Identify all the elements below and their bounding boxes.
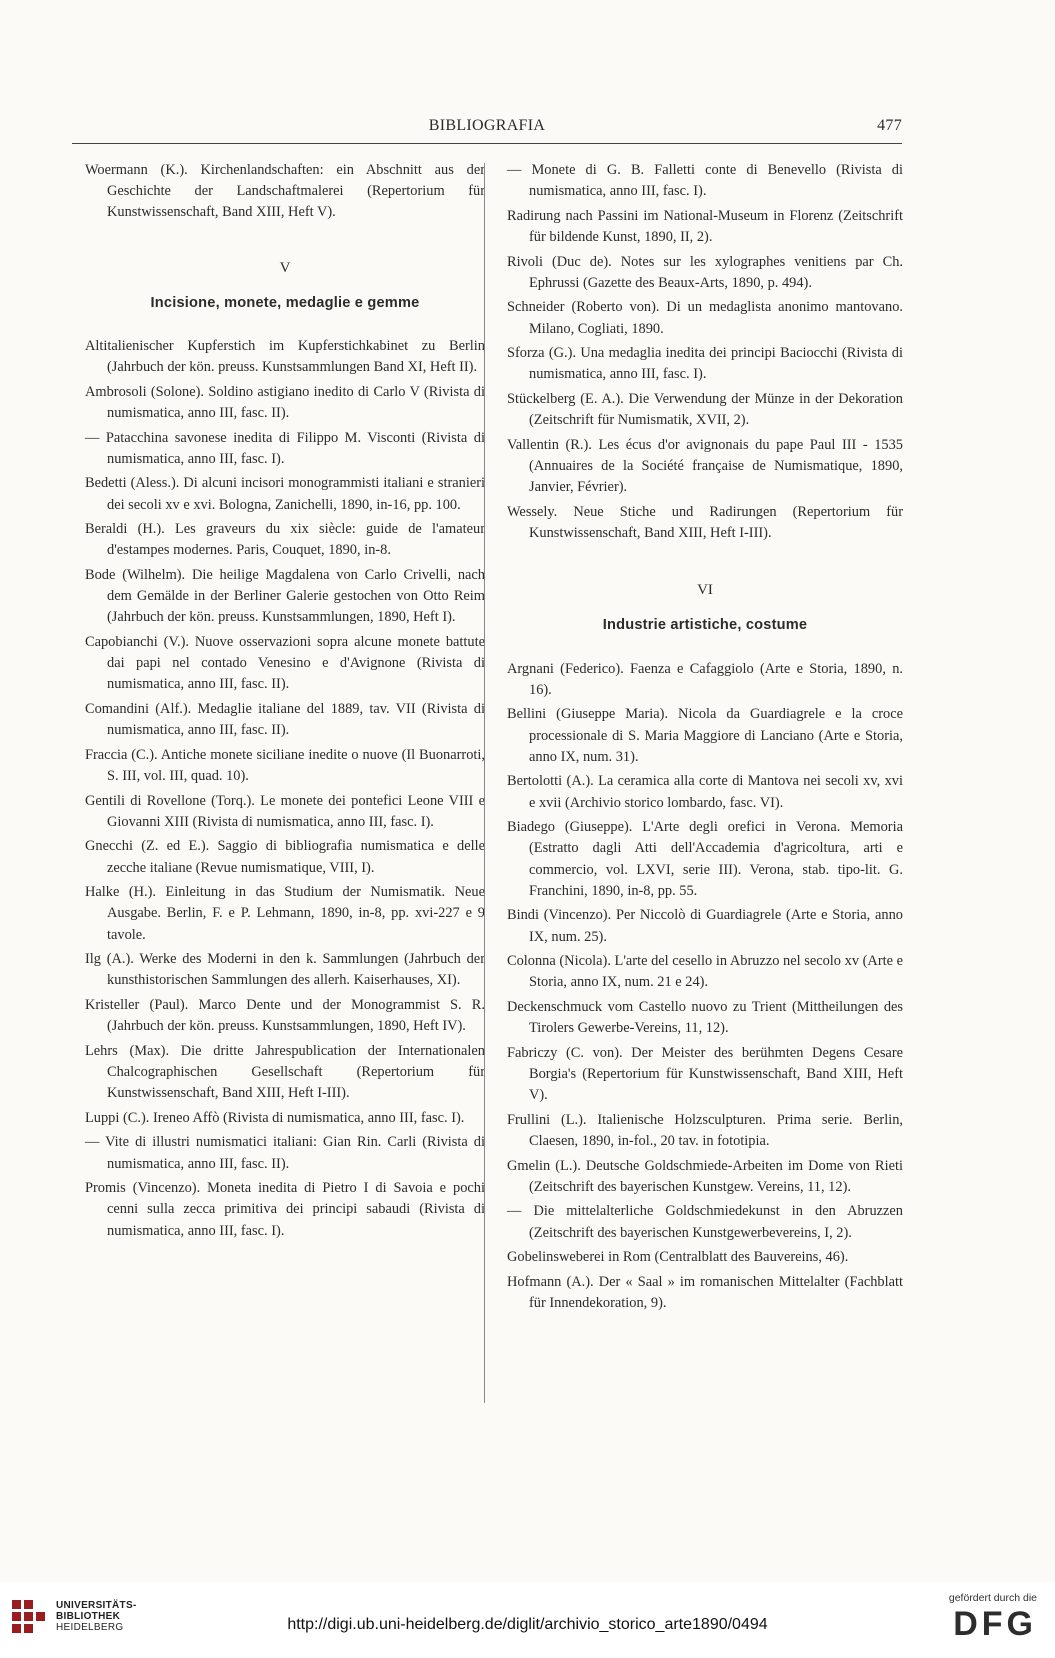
library-line-2: BIBLIOTHEK xyxy=(56,1611,121,1622)
bibliography-entry: Fabriczy (C. von). Der Meister des berühmten Degens Cesare Borgia's (Repertorium für Kunstwissenschaft, Band XIII, Heft V). xyxy=(507,1044,903,1104)
bibliography-entry: Gmelin (L.). Deutsche Goldschmiede-Arbeiten im Dome von Rieti (Zeitschrift des bayerischen Kunstgew. Vereins, 11, 12). xyxy=(507,1157,903,1195)
bibliography-entry: Comandini (Alf.). Medaglie italiane del 1889, tav. VII (Rivista di numismatica, anno III, fasc. II). xyxy=(85,701,485,739)
page-number: 477 xyxy=(877,117,902,134)
bibliography-entry: Rivoli (Duc de). Notes sur les xylographes venitiens par Ch. Ephrussi (Gazette des Beaux-Arts, 1890, p. 494). xyxy=(507,253,903,291)
bibliography-entry: Luppi (C.). Ireneo Affò (Rivista di numismatica, anno III, fasc. I). xyxy=(85,1109,465,1126)
footer-bar xyxy=(0,1582,1055,1658)
bibliography-entry: Colonna (Nicola). L'arte del cesello in Abruzzo nel secolo xv (Arte e Storia, anno IX, num. 21 e 24). xyxy=(507,953,903,991)
header-rule xyxy=(72,143,902,144)
bibliography-entry: Bode (Wilhelm). Die heilige Magdalena von Carlo Crivelli, nach dem Gemälde in der Berliner Galerie gestochen von Otto Reim (Jahrbuch der kön. preuss. Kunstsammlungen, 1890, Heft I). xyxy=(85,567,485,626)
running-header xyxy=(72,117,902,141)
funding-label: gefördert durch die xyxy=(948,1592,1037,1604)
bibliography-entry: Argnani (Federico). Faenza e Cafaggiolo (Arte e Storia, 1890, n. 16). xyxy=(507,660,903,698)
bibliography-entry: Altitalienischer Kupferstich im Kupferstichkabinet zu Berlin (Jahrbuch der kön. preuss. Kunstsammlungen Band XI, Heft II). xyxy=(85,338,485,376)
bibliography-entry: Deckenschmuck vom Castello nuovo zu Trient (Mittheilungen des Tirolers Gewerbe-Vereins, 11, 12). xyxy=(507,998,903,1037)
library-line-3: HEIDELBERG xyxy=(56,1622,124,1633)
bibliography-entry: Lehrs (Max). Die dritte Jahrespublication der Internationalen Chalcographischen Gesellschaft (Repertorium für Kunstwissenschaft, Band XIII, Heft I-III). xyxy=(85,1042,485,1102)
bibliography-entry: Halke (H.). Einleitung in das Studium der Numismatik. Neue Ausgabe. Berlin, F. e P. Lehmann, 1890, in-8, pp. xvi-227 e 9 tavole. xyxy=(85,884,485,943)
bibliography-entry: — Die mittelalterliche Goldschmiedekunst in den Abruzzen (Zeitschrift des bayerischen Kunstgewerbevereins, I, 2). xyxy=(507,1203,903,1241)
bibliography-entry: Radirung nach Passini im National-Museum in Florenz (Zeitschrift für bildende Kunst, 1890, II, 2). xyxy=(507,207,903,245)
bibliography-entry: Woermann (K.). Kirchenlandschaften: ein Abschnitt aus der Geschichte der Landschaftmalerei (Repertorium für Kunstwissenschaft, Band XIII, Heft V). xyxy=(85,162,485,221)
section-title: Industrie artistiche, costume xyxy=(602,617,808,634)
left-entries xyxy=(85,336,485,1242)
right-entries xyxy=(507,659,903,1315)
bibliography-entry: Capobianchi (V.). Nuove osservazioni sopra alcune monete battute dai papi nel contado Venesino e d'Avignone (Rivista di numismatica, anno III, fasc. II). xyxy=(85,634,485,693)
bibliography-entry: Promis (Vincenzo). Moneta inedita di Pietro I di Savoia e pochi cenni sulla zecca primitiva dei principi sabaudi (Rivista di numismatica, anno III, fasc. I). xyxy=(85,1180,485,1239)
bibliography-entry: Sforza (G.). Una medaglia inedita dei principi Baciocchi (Rivista di numismatica, anno III, fasc. I). xyxy=(507,345,903,383)
right-top-entries xyxy=(507,160,903,544)
left-column xyxy=(85,160,485,1245)
bibliography-entry: Bindi (Vincenzo). Per Niccolò di Guardiagrele (Arte e Storia, anno IX, num. 25). xyxy=(507,907,903,945)
bibliography-entry: Ilg (A.). Werke des Moderni in den k. Sammlungen (Jahrbuch der kunsthistorischen Sammlungen des allerh. Kaiserhauses, XI). xyxy=(85,951,485,989)
bibliography-entry: Ambrosoli (Solone). Soldino astigiano inedito di Carlo V (Rivista di numismatica, anno III, fasc. II). xyxy=(85,383,485,422)
dfg-logo: DFG xyxy=(953,1605,1037,1643)
bibliography-entry: Fraccia (C.). Antiche monete siciliane inedite o nuove (Il Buonarroti, S. III, vol. III, quad. 10). xyxy=(85,746,485,784)
bibliography-entry: Wessely. Neue Stiche und Radirungen (Repertorium für Kunstwissenschaft, Band XIII, Heft I-III). xyxy=(507,503,903,541)
bibliography-entry: Schneider (Roberto von). Di un medaglista anonimo mantovano. Milano, Cogliati, 1890. xyxy=(507,299,903,337)
bibliography-entry: Bellini (Giuseppe Maria). Nicola da Guardiagrele e la croce processionale di S. Maria Maggiore di Lanciano (Arte e Storia, anno IX, num. 31). xyxy=(507,706,903,765)
bibliography-entry: Gentili di Rovellone (Torq.). Le monete dei pontefici Leone VIII e Giovanni XIII (Rivista di numismatica, anno III, fasc. I). xyxy=(85,792,485,830)
right-column xyxy=(507,160,903,1318)
bibliography-entry: Stückelberg (E. A.). Die Verwendung der Münze in der Dekoration (Zeitschrift für Numismatik, XVII, 2). xyxy=(507,390,903,429)
bibliography-entry: Bedetti (Aless.). Di alcuni incisori monogrammisti italiani e stranieri dei secoli xv e xvi. Bologna, Zanichelli, 1890, in-16, pp. 100. xyxy=(85,475,485,513)
bibliography-entry: Beraldi (H.). Les graveurs du xix siècle: guide de l'amateur d'estampes modernes. Paris, Couquet, 1890, in-8. xyxy=(85,521,485,559)
section-number: VI xyxy=(697,582,713,599)
bibliography-entry: Gnecchi (Z. ed E.). Saggio di bibliografia numismatica e delle zecche italiane (Revue numismatique, VIII, I). xyxy=(85,838,485,876)
bibliography-entry: Gobelinsweberei in Rom (Centralblatt des Bauvereins, 46). xyxy=(507,1249,849,1266)
bibliography-entry: Kristeller (Paul). Marco Dente und der Monogrammist S. R. (Jahrbuch der kön. preuss. Kunstsammlungen, 1890, Heft IV). xyxy=(85,996,485,1035)
bibliography-entry: Biadego (Giuseppe). L'Arte degli orefici in Verona. Memoria (Estratto dagli Atti dell'Accademia d'agricoltura, arti e commercio, vol. LXVI, serie III). Verona, stab. tipo-lit. G. Franchini, 1890, in-8, pp. 55. xyxy=(507,819,903,899)
running-title: BIBLIOGRAFIA xyxy=(428,117,546,134)
left-top-entries xyxy=(85,160,485,224)
column-divider xyxy=(484,163,485,1403)
bibliography-entry: — Monete di G. B. Falletti conte di Benevello (Rivista di numismatica, anno III, fasc. I). xyxy=(507,162,903,200)
bibliography-entry: — Vite di illustri numismatici italiani: Gian Rin. Carli (Rivista di numismatica, anno III, fasc. II). xyxy=(85,1134,485,1172)
bibliography-entry: — Patacchina savonese inedita di Filippo M. Visconti (Rivista di numismatica, anno III, fasc. I). xyxy=(85,429,485,467)
bibliography-entry: Bertolotti (A.). La ceramica alla corte di Mantova nei secoli xv, xvi e xvii (Archivio storico lombardo, fasc. VI). xyxy=(507,773,903,811)
section-number: V xyxy=(279,259,291,276)
funder-block xyxy=(949,1592,1037,1642)
bibliography-entry: Hofmann (A.). Der « Saal » im romanischen Mittelalter (Fachblatt für Innendekoration, 9). xyxy=(507,1273,903,1311)
source-url-link[interactable]: http://digi.ub.uni-heidelberg.de/diglit/archivio_storico_arte1890/0494 xyxy=(287,1616,768,1633)
library-line-1: UNIVERSITÄTS- xyxy=(56,1600,137,1611)
bibliography-entry: Frullini (L.). Italienische Holzsculpturen. Prima serie. Berlin, Claesen, 1890, in-fol., 20 tav. in fototipia. xyxy=(507,1111,903,1149)
bibliography-entry: Vallentin (R.). Les écus d'or avignonais du pape Paul III - 1535 (Annuaires de la Société française de Numismatique, 1890, Janvier, Février). xyxy=(507,436,903,496)
section-title: Incisione, monete, medaglie e gemme xyxy=(150,294,420,311)
